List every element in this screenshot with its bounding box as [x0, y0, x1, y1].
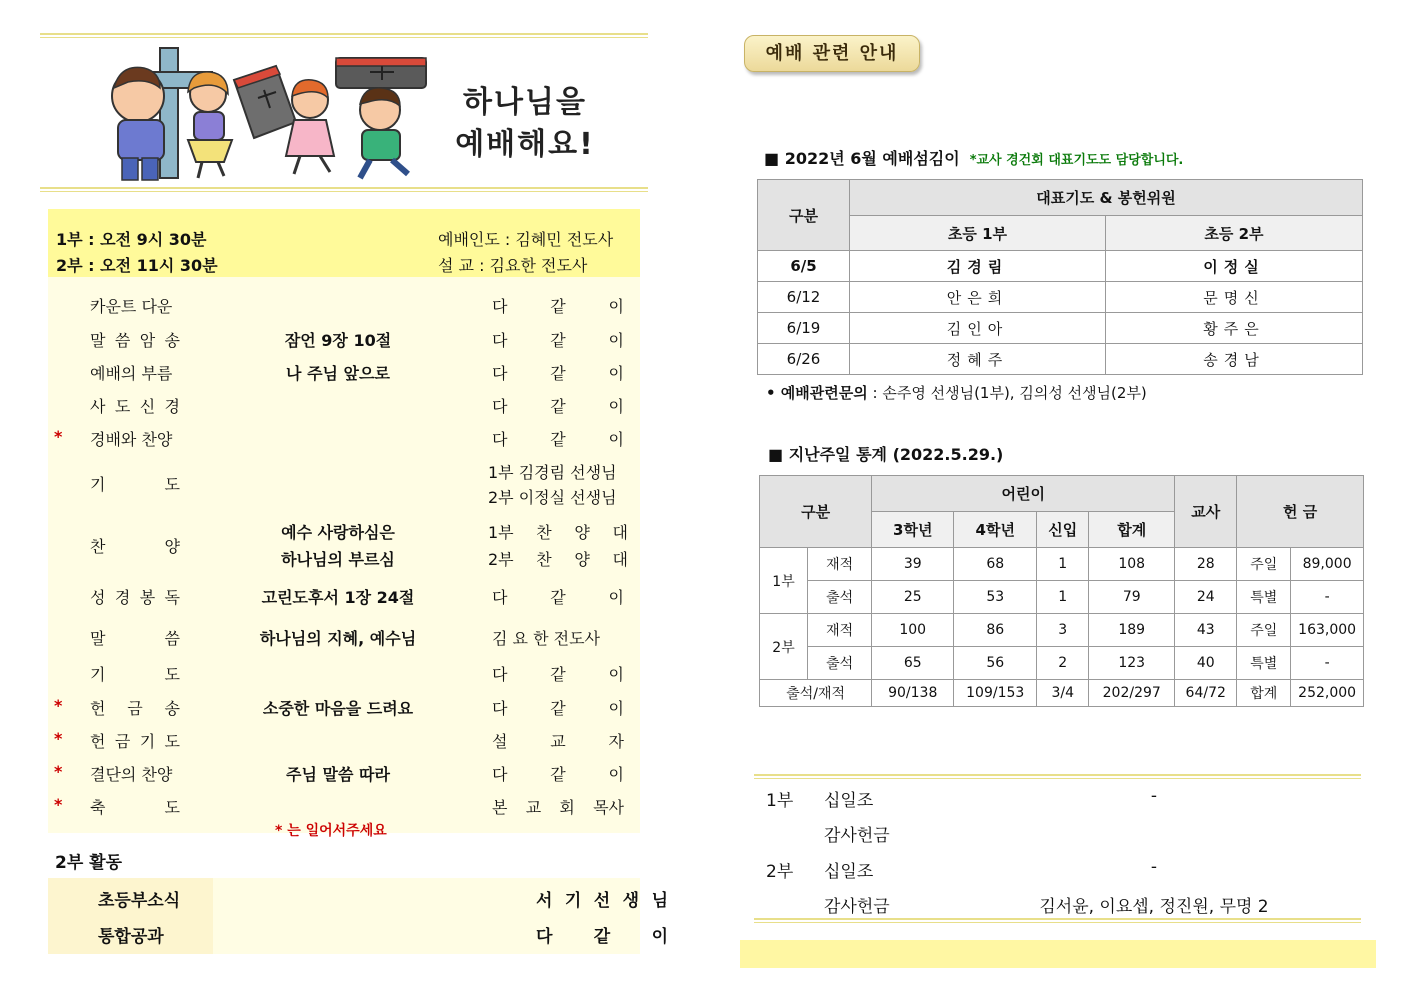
order-item-name: 기 도: [90, 475, 180, 494]
offering-names: 김서윤, 이요셉, 정진원, 무명 2: [1039, 897, 1269, 917]
type-cell: 출석: [808, 647, 872, 680]
order-item-title: 주님 말씀 따라: [286, 765, 390, 784]
value-cell: 79: [1089, 581, 1175, 614]
offering-amount-cell: -: [1291, 647, 1364, 680]
value-cell: 86: [954, 614, 1037, 647]
inquiry-text: : 손주영 선생님(1부), 김의성 선생님(2부): [867, 384, 1147, 402]
offering-part: 1부: [766, 791, 794, 811]
header-children: 어린이: [872, 476, 1175, 512]
activity-leader: 다 같 이: [536, 927, 668, 947]
service-2-time: 2부 : 오전 11시 30분: [56, 256, 218, 275]
service-1-time: 1부 : 오전 9시 30분: [56, 230, 207, 249]
value-cell: 90/138: [872, 680, 954, 707]
girl-figure-icon: [188, 72, 232, 178]
attendance-stats-table: [759, 475, 1364, 707]
stats-heading: ■ 지난주일 통계 (2022.5.29.): [768, 445, 1004, 464]
stand-marker: *: [54, 795, 63, 814]
value-cell: 24: [1175, 581, 1237, 614]
order-item-title: 예수 사랑하심은: [281, 523, 395, 542]
table-row: [758, 282, 1363, 313]
value-cell: 1: [1037, 581, 1089, 614]
activity-name: 통합공과: [98, 927, 164, 947]
type-cell: 재적: [808, 548, 872, 581]
june-servers-heading: [764, 146, 1183, 169]
order-item-name: 성 경 봉 독: [90, 588, 180, 607]
order-item-leader: 2부 이정실 선생님: [488, 488, 617, 507]
header-sum: 합계: [1089, 512, 1175, 548]
girl-figure-icon: [286, 80, 334, 174]
order-item-title: 하나님의 지혜, 예수님: [259, 629, 417, 648]
value-cell: 108: [1089, 548, 1175, 581]
value-cell: 39: [872, 548, 954, 581]
value-cell: 1: [1037, 548, 1089, 581]
offering-part: 2부: [766, 862, 794, 882]
table-row: [758, 344, 1363, 375]
offering-kind-cell: 특별: [1237, 647, 1291, 680]
order-item-name: 기 도: [90, 665, 180, 684]
value-cell: 28: [1175, 548, 1237, 581]
date-cell: 6/12: [758, 282, 850, 313]
inquiry-label: • 예배관련문의: [766, 384, 868, 402]
june-servers-note: *교사 경건회 대표기도도 담당합니다.: [969, 153, 1184, 168]
value-cell: 43: [1175, 614, 1237, 647]
order-item-name: 말 씀: [90, 629, 180, 648]
page-title: [440, 82, 610, 166]
order-item-leader: 다 같 이: [492, 397, 624, 416]
june-servers-table: [757, 179, 1363, 375]
value-cell: 53: [954, 581, 1037, 614]
order-item-title: 나 주님 앞으로: [286, 364, 390, 383]
order-item-leader: 다 같 이: [492, 699, 624, 718]
header-division: 구분: [760, 476, 872, 548]
order-item-leader: 다 같 이: [492, 297, 624, 316]
header-offering: 헌 금: [1237, 476, 1364, 548]
offering-list: [754, 776, 1361, 920]
title-line-2: 예배해요!: [455, 127, 595, 162]
offering-names: -: [1150, 786, 1158, 806]
header-grade-3: 3학년: [872, 512, 954, 548]
stand-up-note: * 는 일어서주세요: [275, 823, 387, 839]
value-cell: 100: [872, 614, 954, 647]
offering-kind: 감사헌금: [824, 897, 890, 917]
order-item-name: 카운트 다운: [90, 297, 173, 316]
order-item-leader: 다 같 이: [492, 588, 624, 607]
offering-kind: 감사헌금: [824, 826, 890, 846]
boy-figure-icon: [112, 67, 164, 180]
children-illustration: [98, 44, 438, 184]
value-cell: 64/72: [1175, 680, 1237, 707]
order-item-leader: 다 같 이: [492, 430, 624, 449]
part-cell: 2부: [760, 614, 808, 680]
table-row: [760, 614, 1364, 647]
type-cell: 출석: [808, 581, 872, 614]
offering-kind-cell: 주일: [1237, 614, 1291, 647]
header-teacher: 교사: [1175, 476, 1237, 548]
order-item-title: 고린도후서 1장 24절: [261, 588, 415, 607]
worship-inquiry: [766, 382, 1147, 403]
order-item-leader: 다 같 이: [492, 665, 624, 684]
part-cell: 1부: [760, 548, 808, 614]
order-item-name: 헌 금 기 도: [90, 732, 180, 751]
offering-kind-cell: 주일: [1237, 548, 1291, 581]
date-cell: 6/26: [758, 344, 850, 375]
order-item-name: 예배의 부름: [90, 364, 173, 383]
order-item-title: 소중한 마음을 드려요: [262, 699, 414, 718]
bible-icon: [234, 66, 296, 138]
server-cell: 김경림: [850, 251, 1106, 282]
table-row: [760, 548, 1364, 581]
header-division: 구분: [758, 180, 850, 251]
order-item-name: 말 씀 암 송: [90, 331, 180, 350]
order-item-leader: 1부 김경림 선생님: [488, 463, 617, 482]
order-item-name: 축 도: [90, 798, 180, 817]
table-row: [758, 251, 1363, 282]
stand-marker: *: [54, 762, 63, 781]
offering-amount-cell: 89,000: [1291, 548, 1364, 581]
order-of-worship: [48, 209, 640, 833]
type-cell: 재적: [808, 614, 872, 647]
server-cell: 황주은: [1106, 313, 1363, 344]
activity-heading: 2부 활동: [55, 853, 123, 873]
offering-amount-cell: 163,000: [1291, 614, 1364, 647]
footer-band: [740, 940, 1376, 968]
stand-marker: *: [54, 729, 63, 748]
date-cell: 6/19: [758, 313, 850, 344]
offering-rule-bottom: [754, 918, 1361, 923]
date-cell: 6/5: [758, 251, 850, 282]
order-item-title: 잠언 9장 10절: [284, 331, 392, 350]
order-item-name: 헌 금 송: [90, 699, 180, 718]
total-label-cell: 출석/재적: [760, 680, 872, 707]
order-item-name: 결단의 찬양: [90, 765, 173, 784]
value-cell: 3: [1037, 614, 1089, 647]
value-cell: 40: [1175, 647, 1237, 680]
title-rule-left: [40, 187, 648, 192]
offering-amount-cell: -: [1291, 581, 1364, 614]
service-2-preacher: 설 교 : 김요한 전도사: [438, 256, 588, 275]
value-cell: 2: [1037, 647, 1089, 680]
value-cell: 3/4: [1037, 680, 1089, 707]
stand-marker: *: [54, 427, 63, 446]
table-row: [760, 581, 1364, 614]
table-row: [758, 313, 1363, 344]
stand-marker: *: [54, 696, 63, 715]
activity-leader: 서 기 선 생 님: [536, 891, 668, 911]
june-servers-title: ■ 2022년 6월 예배섬김이: [764, 149, 960, 168]
order-item-leader: 다 같 이: [492, 364, 624, 383]
value-cell: 202/297: [1089, 680, 1175, 707]
value-cell: 56: [954, 647, 1037, 680]
order-item-leader: 다 같 이: [492, 765, 624, 784]
offering-amount-cell: 252,000: [1291, 680, 1364, 707]
boy-figure-icon: [360, 88, 408, 178]
header-group: 대표기도 & 봉헌위원: [850, 180, 1363, 216]
server-cell: 송경남: [1106, 344, 1363, 375]
table-row: [760, 647, 1364, 680]
order-item-name: 찬 양: [90, 537, 180, 556]
bible-icon: [336, 58, 426, 88]
order-item-name: 사 도 신 경: [90, 397, 180, 416]
server-cell: 문명신: [1106, 282, 1363, 313]
server-cell: 정혜주: [850, 344, 1106, 375]
order-item-title: 하나님의 부르심: [281, 550, 395, 569]
value-cell: 189: [1089, 614, 1175, 647]
activity-box: [48, 878, 668, 954]
title-line-1: 하나님을: [463, 85, 587, 120]
service-1-leader: 예배인도 : 김혜민 전도사: [438, 230, 614, 249]
order-item-leader: 다 같 이: [492, 331, 624, 350]
header-grade-4: 4학년: [954, 512, 1037, 548]
order-item-leader: 김 요 한 전도사: [492, 629, 600, 648]
header-new: 신입: [1037, 512, 1089, 548]
server-cell: 안은희: [850, 282, 1106, 313]
header-col-1: 초등 1부: [850, 216, 1106, 251]
server-cell: 김인아: [850, 313, 1106, 344]
offering-kind: 십일조: [824, 862, 874, 882]
value-cell: 109/153: [954, 680, 1037, 707]
table-row: [760, 680, 1364, 707]
order-item-name: 경배와 찬양: [90, 430, 173, 449]
value-cell: 68: [954, 548, 1037, 581]
offering-kind: 십일조: [824, 791, 874, 811]
order-item-leader: 2부 찬 양 대: [488, 550, 628, 569]
offering-kind-cell: 특별: [1237, 581, 1291, 614]
value-cell: 25: [872, 581, 954, 614]
order-item-leader: 설 교 자: [492, 732, 624, 751]
activity-name: 초등부소식: [98, 891, 181, 911]
offering-kind-cell: 합계: [1237, 680, 1291, 707]
section-badge: 예배 관련 안내: [744, 35, 920, 72]
value-cell: 65: [872, 647, 954, 680]
order-item-leader: 1부 찬 양 대: [488, 523, 628, 542]
header-col-2: 초등 2부: [1106, 216, 1363, 251]
offering-names: -: [1150, 857, 1158, 877]
order-item-leader: 본 교 회 목사: [492, 798, 624, 817]
top-rule-left: [40, 33, 648, 38]
value-cell: 123: [1089, 647, 1175, 680]
server-cell: 이정실: [1106, 251, 1363, 282]
